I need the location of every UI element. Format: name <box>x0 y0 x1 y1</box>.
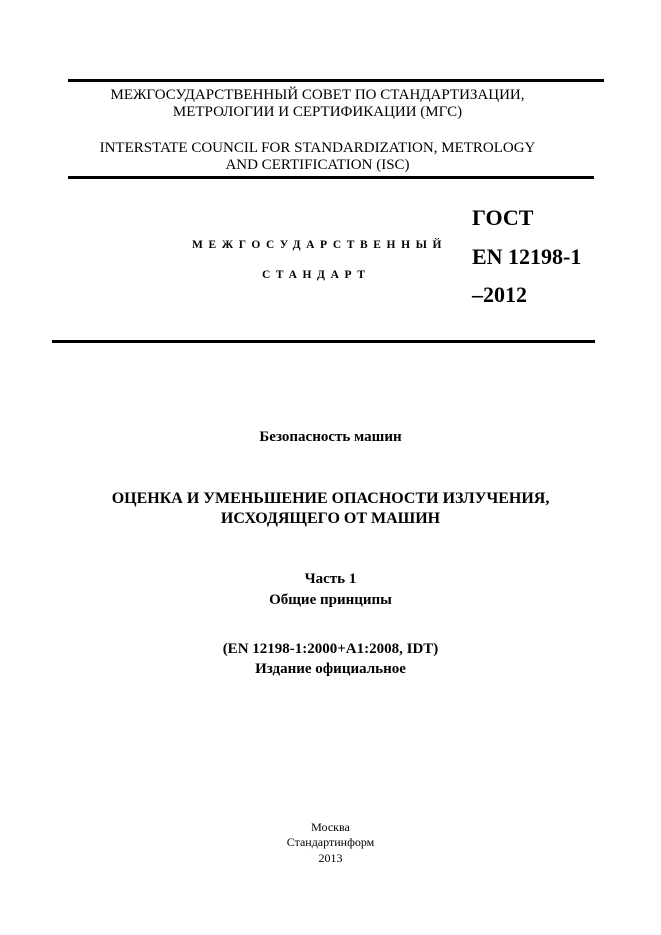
council-name-en <box>0 140 648 174</box>
document-subject: Безопасность машин <box>259 429 402 445</box>
gost-year: –2012 <box>472 282 527 307</box>
gost-label: ГОСТ <box>472 205 534 230</box>
council-name-ru <box>0 87 648 121</box>
council-en-line-2: AND CERTIFICATION (ISC) <box>225 157 410 173</box>
publisher-name: Стандартинформ <box>286 835 375 849</box>
standard-type-line-2: СТАНДАРТ <box>262 269 371 281</box>
top-rule <box>68 79 604 82</box>
part-number: Часть 1 <box>304 571 357 587</box>
council-ru-line-2: МЕТРОЛОГИИ И СЕРТИФИКАЦИИ (МГС) <box>172 104 463 120</box>
standard-type-line-1: МЕЖГОСУДАРСТВЕННЫЙ <box>192 239 448 251</box>
document-title-line-1: ОЦЕНКА И УМЕНЬШЕНИЕ ОПАСНОСТИ ИЗЛУЧЕНИЯ, <box>111 490 550 507</box>
council-en-line-1: INTERSTATE COUNCIL FOR STANDARDIZATION, METROLOGY <box>99 140 536 156</box>
document-title-line-2: ИСХОДЯЩЕГО ОТ МАШИН <box>220 510 441 527</box>
standard-reference: (EN 12198-1:2000+A1:2008, IDT) <box>222 641 439 657</box>
edition-label: Издание официальное <box>255 661 406 677</box>
middle-rule <box>68 176 594 179</box>
publication-year: 2013 <box>318 851 343 865</box>
document-title <box>0 489 661 529</box>
part-name: Общие принципы <box>269 592 392 608</box>
gost-number: EN 12198-1 <box>472 244 582 269</box>
bottom-rule <box>52 340 595 343</box>
council-ru-line-1: МЕЖГОСУДАРСТВЕННЫЙ СОВЕТ ПО СТАНДАРТИЗАЦИИ, <box>110 87 525 103</box>
publication-city: Москва <box>311 820 350 834</box>
